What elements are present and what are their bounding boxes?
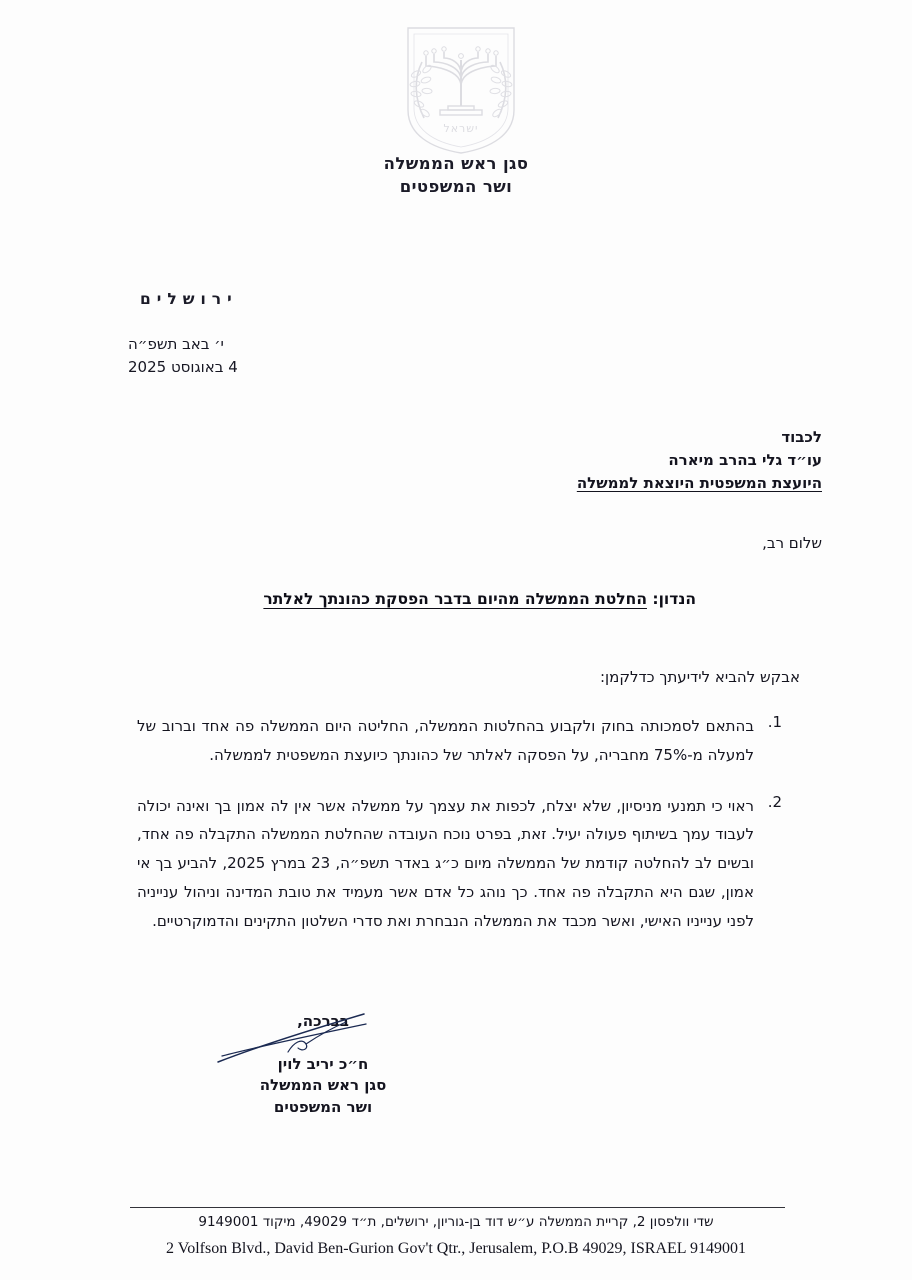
addressee-block xyxy=(577,426,822,494)
intro-line: אבקש להביא לידיעתך כדלקמן: xyxy=(600,668,800,686)
footer-address-english: 2 Volfson Blvd., David Ben-Gurion Gov't Qtr., Jerusalem, P.O.B 49029, ISRAEL 9149001 xyxy=(166,1240,746,1257)
list-item xyxy=(137,712,782,770)
letterhead-line-2: ושר המשפטים xyxy=(399,177,513,197)
city-label: ירושלים xyxy=(140,290,238,308)
date-hebrew: י׳ באב תשפ״ה xyxy=(128,335,224,353)
body-items xyxy=(137,712,782,958)
state-emblem-of-israel-icon xyxy=(396,22,526,157)
list-item-text: בהתאם לסמכותה בחוק ולקבוע בהחלטות הממשלה, החליטה היום הממשלה פה אחד וברוב של למעלה מ-75% מחבריה, על הפסקה לאלתר של כהונתך כיועצת המשפטית לממשלה. xyxy=(137,717,754,764)
subject-label: הנדון: xyxy=(652,590,696,608)
list-item xyxy=(137,792,782,936)
footer-divider xyxy=(130,1207,785,1208)
svg-text:ישראל: ישראל xyxy=(443,122,479,135)
addressee-salutation: לכבוד xyxy=(781,428,822,446)
date-block xyxy=(128,333,238,380)
subject-text: החלטת הממשלה מהיום בדבר הפסקת כהונתך לאלתר xyxy=(263,590,647,608)
signature-closing: בברכה, xyxy=(297,1012,349,1030)
signature-name-block xyxy=(228,1054,418,1118)
date-gregorian: 4 באוגוסט 2025 xyxy=(128,358,238,377)
signature-block xyxy=(228,1012,418,1118)
addressee-name: עו״ד גלי בהרב מיארה xyxy=(668,450,822,469)
list-item-text: ראוי כי תמנעי מניסיון, שלא יצלח, לכפות את עצמך על ממשלה אשר אין לה אמון בך ואינה יכולה לעבוד עמך בשיתוף פעולה יעיל. זאת, בפרט נוכח העובדה שהחלטת הממשלה התקבלה פה אחד, ובשים לב להחלטה קודמת של הממשלה מיום כ״ג באדר תשפ״ה, 23 במרץ 2025, להביע בך אי אמון, שגם היא התקבלה פה אחד. כך נוהג כל אדם אשר מעמיד את טובת המדינה וניהול ענייניה לפני ענייניו האישי, ואשר מכבד את הממשלה הנבחרת ואת סדרי השלטון התקינים והדמוקרטיים. xyxy=(137,796,754,930)
signer-title-2: ושר המשפטים xyxy=(273,1097,373,1116)
list-item-number: .1 xyxy=(767,713,782,731)
greeting-line: שלום רב, xyxy=(762,534,822,552)
list-item-number: .2 xyxy=(767,792,782,811)
addressee-title: היועצת המשפטית היוצאת לממשלה xyxy=(576,473,822,492)
letterhead xyxy=(0,152,912,199)
letterhead-line-1: סגן ראש הממשלה xyxy=(383,154,529,173)
footer-address-hebrew: שדי וולפסון 2, קריית הממשלה ע״ש דוד בן-גוריון, ירושלים, ת״ד 49029, מיקוד 9149001 xyxy=(198,1214,714,1230)
signer-title-1: סגן ראש הממשלה xyxy=(259,1076,387,1095)
signer-name: ח״כ יריב לוין xyxy=(277,1055,369,1073)
subject-line xyxy=(263,590,696,608)
